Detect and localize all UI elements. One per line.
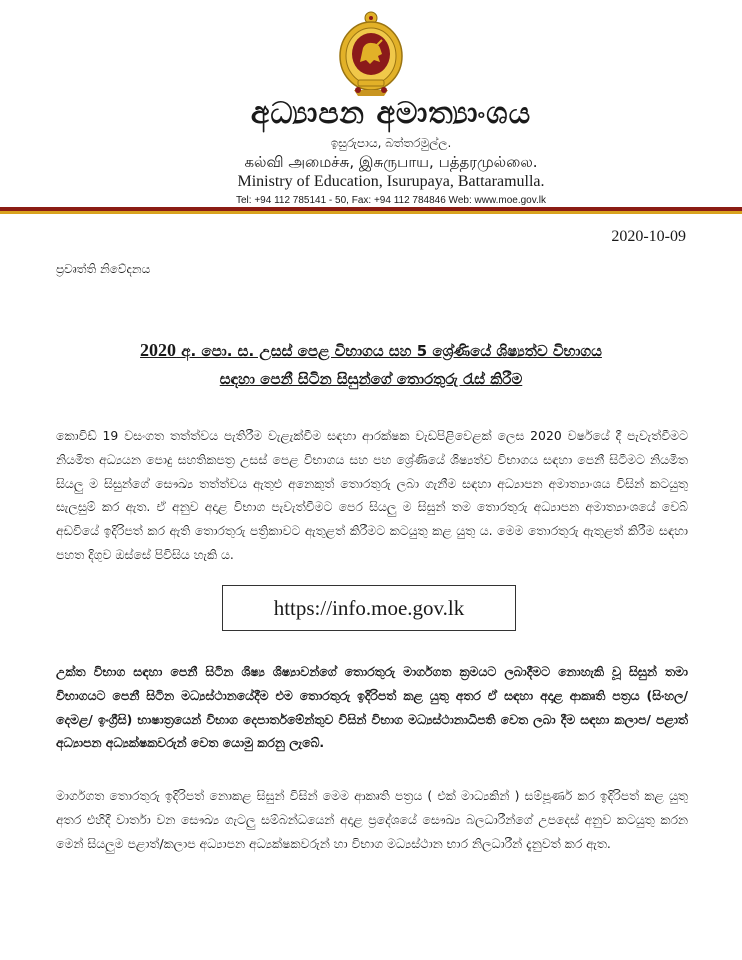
header-rule-gold bbox=[0, 211, 742, 214]
title-year: 2020 bbox=[140, 340, 177, 360]
info-url-box bbox=[222, 585, 516, 631]
ministry-name-english: Ministry of Education, Isurupaya, Battaramulla. bbox=[237, 173, 545, 190]
title-line-1-text: අ. පො. ස. උසස් පෙළ විභාගය සහ 5 ශ්‍රේණියේ ශිෂ්‍යත්ව විභාගය bbox=[176, 342, 602, 360]
address-sinhala: ඉසුරුපාය, බත්තරමුල්ල. bbox=[330, 136, 452, 150]
ministry-name-tamil: கல்வி அமைச்சு, இசுருபாய, பத்தரமுல்லை. bbox=[244, 153, 538, 171]
notice-type: ප්‍රවෘත්ති නිවේදනය bbox=[56, 262, 151, 276]
paragraph-2: උක්ත විභාග සඳහා පෙනී සිටින ශිෂ්‍ය ශිෂ්‍යාවන්ගේ තොරතුරු මාර්ගගත ක්‍රමයට ලබාදීමට නොහැකි වූ සිසුන් තමා විභාගයට පෙනී සිටින මධ්‍යස්ථානයේදීම එම තොරතුරු ඉදිරිපත් කළ යුතු අතර ඒ සඳහා අදාළ ආකෘති පත්‍රය (සිංහල/ දෙමළ/ ඉංග්‍රීසි) භාෂාත්‍රයෙන් විභාග දෙපාර්තමේන්තුව විසින් විභාග මධ්‍යස්ථානාධිපති වෙත ලබා දීම සඳහා කලාප/ පළාත් අධ්‍යාපන අධ්‍යක්ෂකවරුන් වෙත යොමු කරනු ලැබේ. bbox=[56, 664, 688, 751]
info-url-link[interactable]: https://info.moe.gov.lk bbox=[273, 595, 465, 620]
title-line-1 bbox=[0, 340, 742, 361]
paragraph-1: කොවිඩ් 19 වසංගත තත්ත්වය පැතිරීම වැළැක්වීම සඳහා ආරක්ෂක වැඩපිළිවෙළක් ලෙස 2020 වර්ෂයේ දී පැවැත්වීමට නියමිත අධ්‍යයන පොදු සහතිකපත්‍ර උසස් පෙළ විභාගය සහ පහ ශ්‍රේණියේ ශිෂ්‍යත්ව විභාගය සඳහා පෙනී සිටීමට නියමිත සියලු ම සිසුන්ගේ සෞඛ්‍ය තත්ත්වය ඇතුළු අනෙකුත් තොරතුරු ලබා ගැනීම සඳහා අධ්‍යාපන අමාත්‍යාංශය විසින් කටයුතු සැලසුම් කර ඇත. ඒ අනුව අදාළ විභාග පැවැත්වීමට පෙර සියලු ම සිසුන් තම තොරතුරු අධ්‍යාපන අමාත්‍යාංශයේ වෙබ් අඩවියේ ඉදිරිපත් කර ඇති තොරතුරු පත්‍රිකාවට ඇතුළත් කිරීමට කටයුතු කළ යුතු ය. මෙම තොරතුරු ඇතුළත් කිරීම සඳහා පහත දිගුව ඔස්සේ පිවිසිය හැකි ය. bbox=[56, 428, 688, 562]
paragraph-3: මාර්ගගත තොරතුරු ඉදිරිපත් නොකළ සිසුන් විසින් මෙම ආකෘති පත්‍රය ( එක් මාධ්‍යකින් ) සම්පූර්ණ කර ඉදිරිපත් කළ යුතු අතර එහිදී වාර්තා වන සෞඛ්‍ය ගැටලු සම්බන්ධයෙන් අදාළ ප්‍රදේශයේ සෞඛ්‍ය බලධාරීන්ගේ උපදෙස් අනුව කටයුතු කරන මෙන් සියලුම පළාත්/කලාප අධ්‍යාපන අධ්‍යක්ෂකවරුන් හා විභාග මධ්‍යස්ථාන භාර නිලධාරීන් දැනුවත් කර ඇත. bbox=[56, 788, 688, 851]
ministry-name-sinhala: අධ්‍යාපන අමාත්‍යාංශය bbox=[250, 96, 532, 131]
sri-lanka-emblem-icon bbox=[336, 10, 406, 98]
title-line-2: සඳහා පෙනී සිටින සිසුන්ගේ තොරතුරු රැස් කිරීම bbox=[219, 370, 523, 388]
contact-line: Tel: +94 112 785141 - 50, Fax: +94 112 784846 Web: www.moe.gov.lk bbox=[235, 195, 546, 206]
document-date: 2020-10-09 bbox=[611, 228, 686, 245]
